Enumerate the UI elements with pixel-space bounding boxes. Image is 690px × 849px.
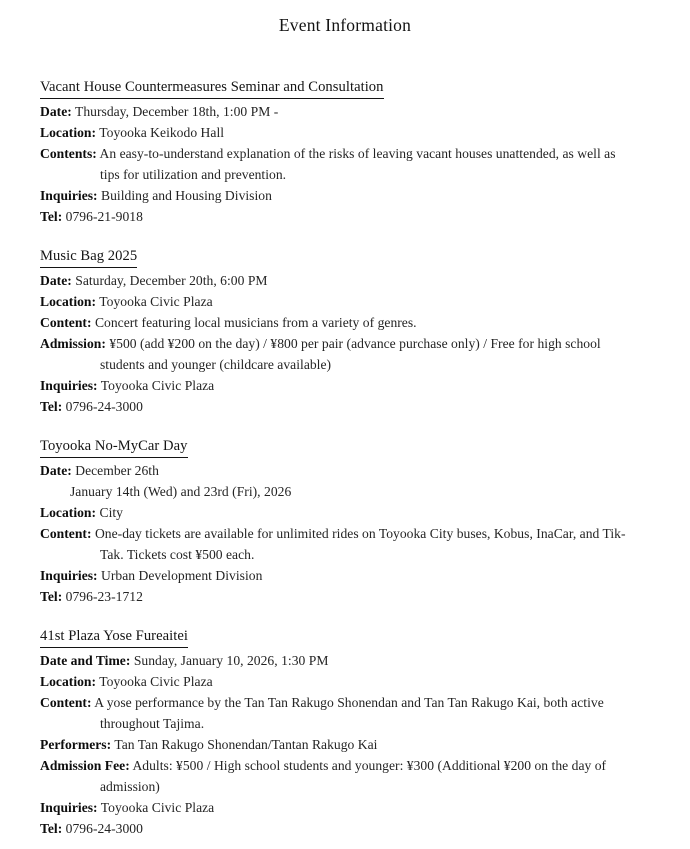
event-field bbox=[40, 734, 632, 755]
field-value: December 26th bbox=[75, 463, 159, 478]
field-label: Tel: bbox=[40, 821, 63, 836]
event-heading: Vacant House Countermeasures Seminar and Consultation bbox=[40, 77, 384, 99]
field-label: Inquiries: bbox=[40, 568, 98, 583]
field-label: Date: bbox=[40, 104, 72, 119]
event-section bbox=[40, 626, 632, 839]
event-field bbox=[40, 375, 632, 396]
field-value: Tan Tan Rakugo Shonendan/Tantan Rakugo Kai bbox=[114, 737, 378, 752]
event-field bbox=[40, 291, 632, 312]
field-value: Building and Housing Division bbox=[101, 188, 272, 203]
event-field bbox=[40, 185, 632, 206]
field-label: Date: bbox=[40, 463, 72, 478]
field-label: Content: bbox=[40, 315, 92, 330]
field-label: Location: bbox=[40, 125, 97, 140]
event-field bbox=[40, 502, 632, 523]
field-value: 0796-21-9018 bbox=[65, 209, 143, 224]
field-label: Inquiries: bbox=[40, 188, 98, 203]
event-field bbox=[40, 650, 632, 671]
event-heading: 41st Plaza Yose Fureaitei bbox=[40, 626, 188, 648]
event-field bbox=[40, 101, 632, 122]
field-label: Admission Fee: bbox=[40, 758, 130, 773]
field-label: Admission: bbox=[40, 336, 106, 351]
event-field bbox=[40, 755, 632, 797]
field-extra-line: January 14th (Wed) and 23rd (Fri), 2026 bbox=[70, 484, 292, 499]
field-value: An easy-to-understand explanation of the risks of leaving vacant houses unattended, as well as tips for utilization and prevention. bbox=[99, 146, 616, 182]
field-label: Date and Time: bbox=[40, 653, 131, 668]
page-title: Event Information bbox=[278, 15, 412, 35]
event-field bbox=[40, 692, 632, 734]
event-field bbox=[40, 586, 632, 607]
field-value: 0796-23-1712 bbox=[65, 589, 143, 604]
event-field bbox=[40, 206, 632, 227]
event-fields bbox=[40, 270, 632, 417]
event-section bbox=[40, 77, 632, 227]
field-value: Toyooka Civic Plaza bbox=[100, 378, 215, 393]
event-field bbox=[40, 270, 632, 291]
event-list bbox=[40, 77, 632, 839]
event-field bbox=[40, 671, 632, 692]
field-label: Performers: bbox=[40, 737, 112, 752]
field-label: Location: bbox=[40, 674, 97, 689]
event-field bbox=[40, 396, 632, 417]
field-label: Inquiries: bbox=[40, 378, 98, 393]
field-value: City bbox=[99, 505, 123, 520]
field-label: Content: bbox=[40, 526, 92, 541]
field-value: Adults: ¥500 / High school students and younger: ¥300 (Additional ¥200 on the day of admission) bbox=[100, 758, 607, 794]
event-field bbox=[40, 818, 632, 839]
event-fields bbox=[40, 101, 632, 227]
field-value: Urban Development Division bbox=[101, 568, 263, 583]
document-page bbox=[0, 15, 690, 849]
event-section bbox=[40, 246, 632, 417]
event-field bbox=[40, 122, 632, 143]
field-value: Toyooka Civic Plaza bbox=[99, 294, 213, 309]
field-value: Thursday, December 18th, 1:00 PM - bbox=[75, 104, 279, 119]
field-value: A yose performance by the Tan Tan Rakugo Shonendan and Tan Tan Rakugo Kai, both active throughout Tajima. bbox=[94, 695, 604, 731]
field-label: Contents: bbox=[40, 146, 97, 161]
field-value: ¥500 (add ¥200 on the day) / ¥800 per pair (advance purchase only) / Free for high school students and younger (childcare available) bbox=[100, 336, 601, 372]
field-value: Toyooka Civic Plaza bbox=[99, 674, 213, 689]
field-value: Toyooka Civic Plaza bbox=[100, 800, 215, 815]
event-heading: Music Bag 2025 bbox=[40, 246, 137, 268]
field-value: One-day tickets are available for unlimited rides on Toyooka City buses, Kobus, InaCar, and Tik-Tak. Tickets cost ¥500 each. bbox=[94, 526, 626, 562]
event-field bbox=[40, 565, 632, 586]
event-field bbox=[40, 460, 632, 481]
field-value: Saturday, December 20th, 6:00 PM bbox=[75, 273, 268, 288]
field-value: 0796-24-3000 bbox=[65, 399, 143, 414]
field-label: Content: bbox=[40, 695, 92, 710]
field-value: Sunday, January 10, 2026, 1:30 PM bbox=[133, 653, 329, 668]
event-field bbox=[40, 312, 632, 333]
event-fields bbox=[40, 460, 632, 607]
field-value: Toyooka Keikodo Hall bbox=[99, 125, 225, 140]
field-label: Tel: bbox=[40, 209, 63, 224]
field-label: Tel: bbox=[40, 399, 63, 414]
event-section bbox=[40, 436, 632, 607]
field-label: Location: bbox=[40, 505, 97, 520]
field-label: Date: bbox=[40, 273, 72, 288]
event-field bbox=[40, 333, 632, 375]
event-field bbox=[40, 523, 632, 565]
event-field bbox=[40, 143, 632, 185]
field-label: Tel: bbox=[40, 589, 63, 604]
field-label: Inquiries: bbox=[40, 800, 98, 815]
event-fields bbox=[40, 650, 632, 839]
field-label: Location: bbox=[40, 294, 97, 309]
field-value: 0796-24-3000 bbox=[65, 821, 143, 836]
event-heading: Toyooka No-MyCar Day bbox=[40, 436, 188, 458]
event-field bbox=[40, 797, 632, 818]
field-value: Concert featuring local musicians from a variety of genres. bbox=[94, 315, 417, 330]
